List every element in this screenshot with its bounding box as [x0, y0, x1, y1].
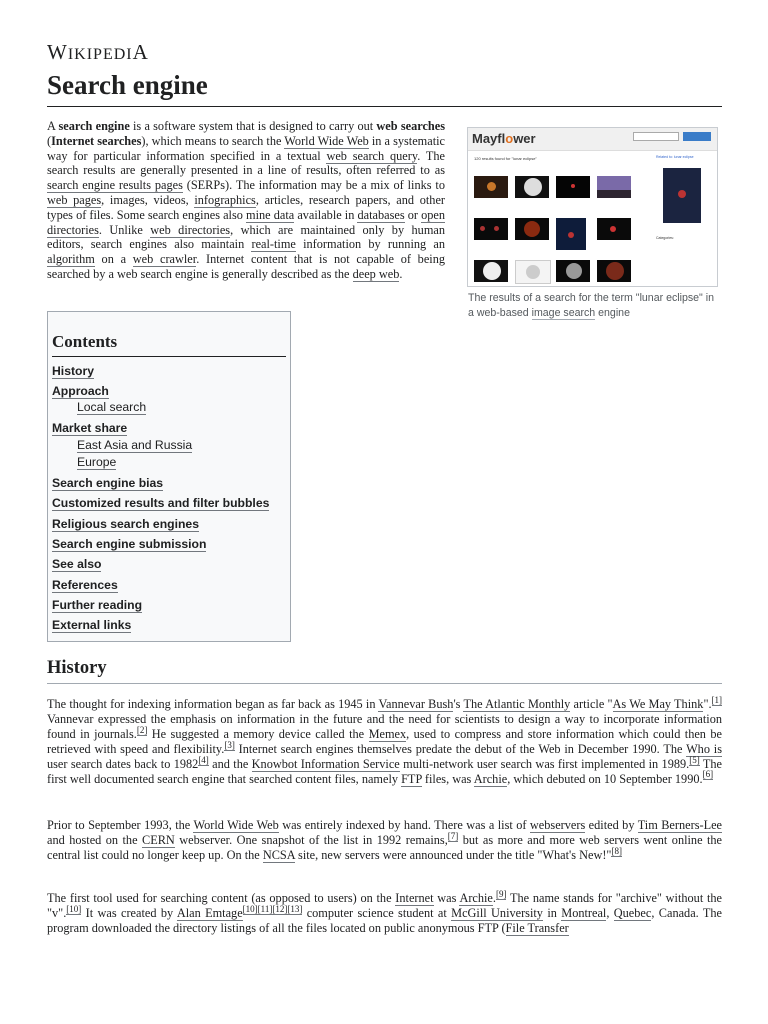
link-archie[interactable]: Archie	[473, 771, 508, 786]
thumbnail	[597, 218, 631, 240]
toc-item-see-also[interactable]: See also	[52, 557, 102, 571]
thumbnail	[556, 176, 590, 198]
link-ncsa[interactable]: NCSA	[262, 847, 295, 862]
toc-title: Contents	[52, 332, 118, 351]
link-webservers[interactable]: webservers	[529, 818, 586, 832]
figure-caption: The results of a search for the term "lunar eclipse" in a web-based image search engine	[468, 292, 714, 319]
citation-ref[interactable]: [4]	[198, 754, 209, 765]
wikipedia-wordmark[interactable]	[47, 40, 149, 65]
link-ftp[interactable]: FTP	[401, 771, 422, 786]
table-of-contents	[47, 311, 291, 642]
logo-final: A	[132, 40, 149, 64]
thumbnail	[597, 176, 631, 198]
citation-ref[interactable]: [6]	[702, 769, 714, 780]
toc-item-local-search[interactable]: Local search	[77, 400, 147, 414]
thumbnail	[474, 218, 508, 240]
section-heading-history: History	[47, 658, 107, 678]
thumbnail	[556, 218, 586, 250]
link-alan-emtage[interactable]: Alan Emtage	[176, 905, 243, 920]
link-web-crawler[interactable]: web crawler	[132, 252, 197, 267]
thumbnail	[515, 176, 549, 198]
citation-ref[interactable]: [3]	[224, 739, 235, 750]
link-web-pages[interactable]: web pages	[47, 192, 102, 207]
citation-ref[interactable]: [5]	[689, 754, 700, 765]
thumbnail	[597, 260, 631, 282]
citation-ref[interactable]: [2]	[136, 724, 148, 735]
toc-item-market-share[interactable]: Market share	[52, 421, 128, 435]
link-vannevar-bush[interactable]: Vannevar Bush	[378, 697, 454, 711]
selected-photo	[663, 168, 701, 223]
page-title: Search engine	[47, 70, 208, 100]
toc-item-history[interactable]: History	[52, 364, 94, 378]
link-open-directories[interactable]: open directories	[47, 207, 445, 237]
link-cern[interactable]: CERN	[142, 832, 175, 847]
thumbnail	[515, 218, 549, 240]
toc-item-further-reading[interactable]: Further reading	[52, 598, 143, 612]
link-deep-web[interactable]: deep web	[352, 266, 400, 281]
link-web-directories[interactable]: web directories	[150, 222, 231, 237]
mayflower-search-button	[683, 132, 711, 141]
title-divider	[47, 106, 722, 107]
link-whois[interactable]: Who is	[686, 741, 722, 756]
mayflower-search-box	[633, 132, 679, 141]
toc-item-search-engine-submission[interactable]: Search engine submission	[52, 537, 207, 551]
link-knowbot[interactable]: Knowbot Information Service	[251, 756, 400, 771]
citation-ref[interactable]: [11]	[257, 903, 273, 914]
link-serp[interactable]: search engine results pages	[47, 178, 183, 193]
link-montreal[interactable]: Montreal	[561, 905, 607, 920]
thumbnail	[474, 260, 508, 282]
link-world-wide-web[interactable]: World Wide Web	[193, 818, 279, 832]
thumbnail	[474, 176, 508, 198]
history-paragraph-1: The thought for indexing information began as far back as 1945 in Vannevar Bush's The Atlantic Monthly article "As We May Think".[1] Vannevar expressed the emphasis on information in the future and the need for scientists to design a way to incorporate information found in journals.[2] He suggested a memory device called the Memex, used to compress and store information which could then be retrieved with speed and flexibility.[3] Internet search engines themselves predate the debut of the Web in December 1990. The Who is user search dates back to 1982[4] and the Knowbot Information Service multi-network user search was first implemented in 1989.[5] The first well documented search engine that searched content files, namely FTP files, was Archie, which debuted on 10 September 1990.[6]	[47, 694, 723, 786]
citation-ref[interactable]: [9]	[495, 888, 507, 899]
lead-paragraph: A search engine is a software system that is designed to carry out web searches (Internet searches), which means to search the World Wide Web in a systematic way for particular information specified in a textual web search query. The search results are generally presented in a line of results, often referred to as search engine results pages (SERPs). The information may be a mix of links to web pages, images, videos, infographics, articles, research papers, and other types of files. Some search engines also mine data available in databases or open directories. Unlike web directories, which are maintained only by human editors, search engines also maintain real-time information by running an algorithm on a web crawler. Internet content that is not capable of being searched by a web search engine is generally described as the deep web.	[47, 119, 446, 281]
history-paragraph-3: The first tool used for searching content (as opposed to users) on the Internet was Archie.[9] The name stands for "archive" without the "v".[10] It was created by Alan Emtage[10][11][12][13] computer science student at McGill University in Montreal, Quebec, Canada. The program downloaded the directory listings of all the files located on public anonymous FTP (File Transfer	[47, 888, 722, 935]
mayflower-header	[468, 128, 717, 151]
link-internet[interactable]: Internet	[395, 891, 434, 905]
section-divider	[47, 683, 722, 684]
toc-item-religious-search-engines[interactable]: Religious search engines	[52, 517, 199, 531]
logo-smallcaps: IKIPEDI	[67, 46, 133, 63]
toc-item-east-asia-russia[interactable]: East Asia and Russia	[77, 438, 193, 452]
link-world-wide-web[interactable]: World Wide Web	[284, 133, 369, 148]
citation-ref[interactable]: [8]	[611, 845, 622, 856]
citation-ref[interactable]: [7]	[447, 830, 459, 841]
link-web-search-query[interactable]: web search query	[326, 148, 418, 163]
detail-panel: Related to: lunar eclipse	[656, 155, 694, 159]
link-real-time[interactable]: real-time	[251, 237, 296, 252]
citation-ref[interactable]: [1]	[711, 694, 723, 705]
image-search-figure	[467, 127, 718, 321]
mayflower-screenshot[interactable]	[467, 127, 718, 287]
toc-item-europe[interactable]: Europe	[77, 455, 117, 469]
link-image-search[interactable]: image search	[531, 307, 596, 319]
link-as-we-may-think[interactable]: As We May Think	[612, 697, 704, 711]
link-databases[interactable]: databases	[357, 207, 405, 222]
citation-ref[interactable]: [13]	[287, 903, 303, 914]
link-infographics[interactable]: infographics	[194, 192, 256, 207]
link-tim-berners-lee[interactable]: Tim Berners-Lee	[637, 818, 722, 832]
toc-divider	[52, 356, 286, 357]
link-archie[interactable]: Archie	[459, 891, 493, 905]
history-paragraph-2: Prior to September 1993, the World Wide Web was entirely indexed by hand. There was a list of webservers edited by Tim Berners-Lee and hosted on the CERN webserver. One snapshot of the list in 1992 remains,[7] but as more and more web servers went online the central list could no longer keep up. On the NCSA site, new servers were announced under the title "What's New!"[8]	[47, 818, 723, 862]
toc-item-search-engine-bias[interactable]: Search engine bias	[52, 476, 164, 490]
link-mcgill[interactable]: McGill University	[451, 905, 543, 920]
link-atlantic-monthly[interactable]: The Atlantic Monthly	[463, 697, 571, 711]
link-quebec[interactable]: Quebec	[613, 905, 652, 920]
link-file-transfer[interactable]: File Transfer	[505, 920, 569, 935]
mayflower-logo: Mayflower	[472, 131, 536, 146]
citation-ref[interactable]: [12]	[272, 903, 288, 914]
results-count-text: 120 results found for "lunar eclipse"	[474, 156, 537, 161]
citation-ref[interactable]: [10]	[242, 903, 258, 914]
citation-ref[interactable]: [10]	[66, 903, 82, 914]
toc-item-external-links[interactable]: External links	[52, 618, 132, 632]
toc-item-references[interactable]: References	[52, 578, 118, 592]
thumbnail	[515, 260, 551, 284]
logo-initial: W	[47, 40, 68, 64]
categories-label: Categories:	[656, 236, 674, 240]
thumbnail	[556, 260, 590, 282]
toc-item-customized-results[interactable]: Customized results and filter bubbles	[52, 496, 270, 510]
link-mine-data[interactable]: mine data	[246, 207, 295, 222]
link-memex[interactable]: Memex	[368, 726, 407, 741]
link-algorithm[interactable]: algorithm	[47, 252, 95, 267]
toc-item-approach[interactable]: Approach	[52, 384, 109, 398]
